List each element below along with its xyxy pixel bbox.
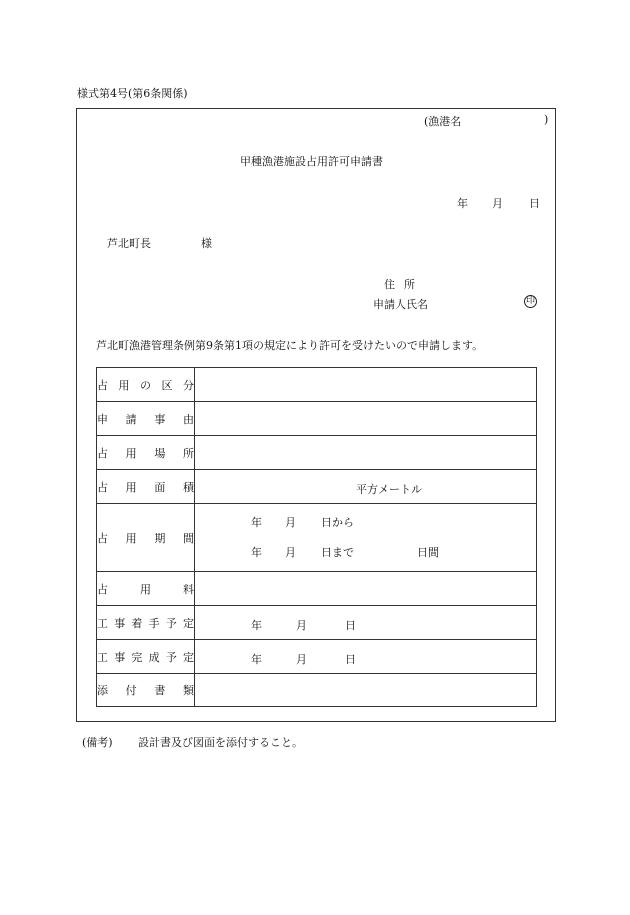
table-row [97, 640, 537, 674]
field-attachments[interactable] [195, 674, 537, 707]
date-month: 月 [492, 197, 503, 210]
row-label-area: 占用面積 [97, 470, 195, 504]
field-construction-start[interactable] [195, 606, 537, 640]
table-row [97, 674, 537, 707]
remarks-text: 設計書及び図面を添付すること。 [138, 736, 303, 749]
applicant-name-label: 申請人氏名 [373, 298, 428, 311]
construction-end-year: 年 [251, 653, 262, 666]
period-from-year: 年 [251, 516, 262, 529]
table-row [97, 606, 537, 640]
addressee: 芦北町長 [107, 237, 151, 250]
table-row [97, 572, 537, 606]
row-label-construction-start: 工事着手予定 [97, 606, 195, 640]
row-label-attachments: 添付書類 [97, 674, 195, 707]
application-table [96, 367, 537, 707]
construction-start-day: 日 [345, 619, 356, 632]
date-day: 日 [529, 197, 540, 210]
application-statement: 芦北町漁港管理条例第9条第1項の規定により許可を受けたいので申請します。 [96, 339, 484, 352]
row-label-reason: 申請事由 [97, 402, 195, 436]
field-period[interactable] [195, 504, 537, 572]
period-from-month: 月 [285, 516, 296, 529]
address-label: 住所 [384, 278, 424, 291]
field-occupancy-type[interactable] [195, 368, 537, 402]
table-row [97, 436, 537, 470]
construction-start-month: 月 [296, 619, 307, 632]
period-to-month: 月 [285, 546, 296, 559]
construction-end-month: 月 [296, 653, 307, 666]
field-area[interactable] [195, 470, 537, 504]
row-label-period: 占用期間 [97, 504, 195, 572]
port-name-close: ) [544, 113, 549, 126]
table-row [97, 470, 537, 504]
period-to-year: 年 [251, 546, 262, 559]
area-unit: 平方メートル [356, 483, 422, 496]
field-fee[interactable] [195, 572, 537, 606]
period-days: 日間 [417, 546, 439, 559]
document-title: 甲種漁港施設占用許可申請書 [240, 155, 383, 168]
form-number: 様式第4号(第6条関係) [77, 87, 188, 100]
field-location[interactable] [195, 436, 537, 470]
table-row [97, 504, 537, 572]
table-row [97, 402, 537, 436]
construction-end-day: 日 [345, 653, 356, 666]
table-row [97, 368, 537, 402]
remarks-label: (備考) [82, 736, 113, 749]
field-construction-end[interactable] [195, 640, 537, 674]
seal-mark: 印 [525, 296, 535, 306]
date-year: 年 [457, 197, 468, 210]
field-reason[interactable] [195, 402, 537, 436]
honorific: 様 [201, 237, 212, 250]
period-from-day: 日から [321, 516, 354, 529]
construction-start-year: 年 [251, 619, 262, 632]
row-label-fee: 占用料 [97, 572, 195, 606]
period-to-day: 日まで [321, 546, 354, 559]
row-label-location: 占用場所 [97, 436, 195, 470]
row-label-occupancy-type: 占用の区分 [97, 368, 195, 402]
port-name-label: (漁港名 [424, 115, 462, 128]
row-label-construction-end: 工事完成予定 [97, 640, 195, 674]
